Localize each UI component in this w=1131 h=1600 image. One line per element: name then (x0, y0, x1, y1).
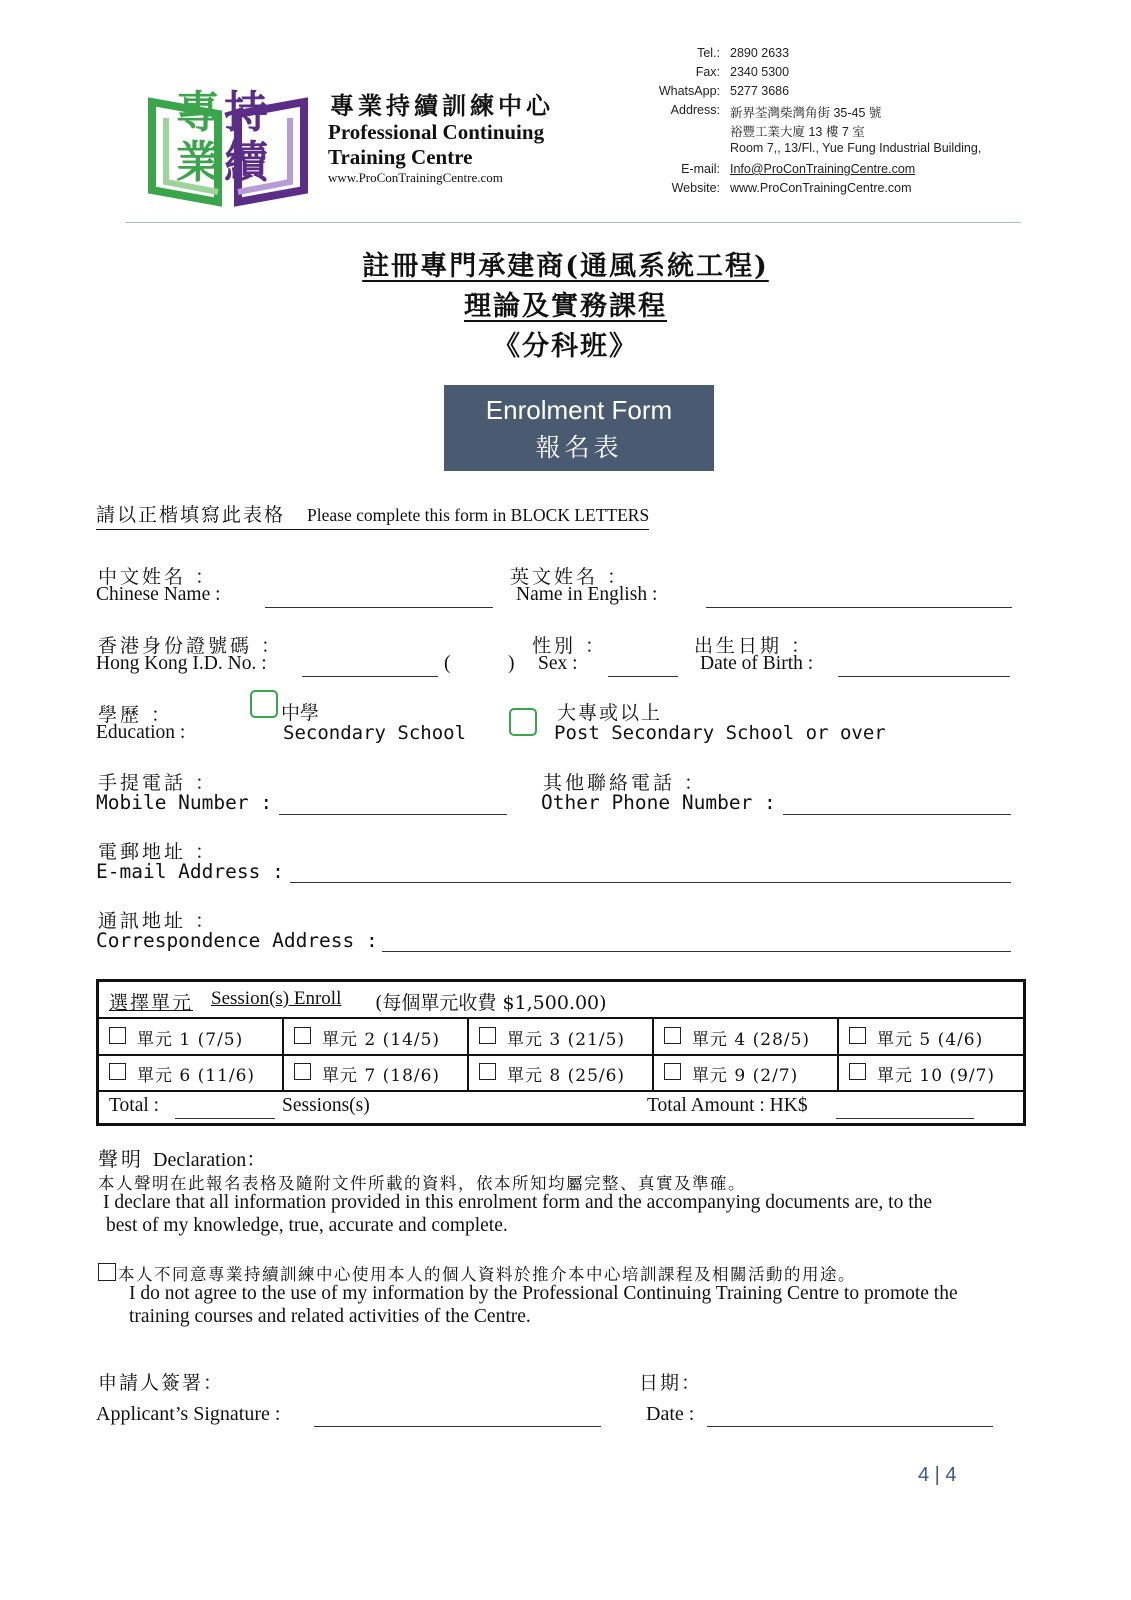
address-label: Address: (670, 103, 720, 117)
instruction (96, 500, 649, 530)
session-row-1 (99, 1018, 1023, 1056)
consent-text-cn: 本人不同意專業持續訓練中心使用本人的個人資料於推介本中心培訓課程及相關活動的用途。 (118, 1265, 856, 1284)
logo-char: 持 (224, 87, 268, 138)
header-divider (125, 222, 1021, 223)
dob-label: Date of Birth : (700, 653, 814, 674)
edu-option-1-cn: 中學 (281, 702, 320, 724)
declaration-text-en-1: I declare that all information provided in this enrolment form and the accompanying documents are, to the (103, 1192, 933, 1213)
course-title-line-3 (0, 324, 1131, 363)
course-title-3: 《分科班》 (493, 331, 638, 362)
session-cell[interactable] (469, 1054, 654, 1090)
session-checkbox[interactable] (294, 1063, 311, 1080)
signature-label: Applicant’s Signature : (96, 1403, 281, 1425)
edu-option-2-en: Post Secondary School or over (554, 722, 886, 744)
date-label-cn: 日期： (639, 1372, 703, 1394)
post-secondary-checkbox[interactable] (509, 708, 537, 736)
session-fee: (每個單元收費 $1,500.00) (375, 992, 607, 1014)
signature-label-cn: 申請人簽署： (98, 1372, 225, 1394)
hkid-label: Hong Kong I.D. No. : (96, 653, 267, 674)
dob-label-cn: 出生日期 ： (694, 635, 814, 657)
website-link[interactable]: www.ProConTrainingCentre.com (730, 181, 912, 195)
session-heading-cn: 選擇單元 (109, 992, 194, 1014)
address-line-2: 裕豐工業大廈 13 樓 7 室 (730, 125, 865, 139)
page-number: 4 | 4 (918, 1464, 957, 1486)
session-cell[interactable] (284, 1018, 469, 1054)
session-label: 單元 7 (18/6) (322, 1066, 441, 1086)
session-checkbox[interactable] (479, 1027, 496, 1044)
logo-char: 專 (176, 87, 220, 138)
declaration-text-cn: 本人聲明在此報名表格及隨附文件所載的資料，依本所知均屬完整、真實及準確。 (98, 1174, 746, 1193)
course-title-line-2 (0, 284, 1131, 323)
declaration-heading-en: Declaration： (153, 1149, 267, 1171)
session-cell[interactable] (839, 1054, 1023, 1090)
session-checkbox[interactable] (849, 1063, 866, 1080)
org-name-cn: 專業持續訓練中心 (330, 91, 554, 120)
fax-value: 2340 5300 (730, 65, 790, 79)
correspondence-address-label: Correspondence Address : (96, 929, 378, 952)
session-label: 單元 2 (14/5) (322, 1030, 441, 1050)
mobile-label-cn: 手提電話 ： (98, 772, 218, 794)
session-cell[interactable] (839, 1018, 1023, 1054)
session-table (96, 979, 1026, 1126)
session-cell[interactable] (654, 1054, 839, 1090)
course-title-line-1 (0, 244, 1131, 283)
consent-text-en-1: I do not agree to the use of my information by the Professional Continuing Training Centre to promote the (129, 1283, 958, 1304)
course-title-2: 理論及實務課程 (464, 291, 667, 322)
english-name-label-cn: 英文姓名 ： (510, 566, 630, 588)
email-label-cn: 電郵地址 ： (98, 841, 218, 863)
session-label: 單元 1 (7/5) (137, 1030, 244, 1050)
session-label: 單元 5 (4/6) (877, 1030, 984, 1050)
other-phone-label: Other Phone Number : (541, 791, 776, 814)
address-label-cn: 通訊地址 ： (98, 910, 218, 932)
instruction-en: Please complete this form in BLOCK LETTERS (307, 505, 650, 525)
other-phone-field[interactable] (783, 814, 1011, 815)
english-name-field[interactable] (706, 607, 1012, 608)
consent-text-en-2: training courses and related activities of the Centre. (129, 1306, 531, 1327)
education-label-cn: 學歷 ： (98, 704, 174, 726)
whatsapp-value: 5277 3686 (730, 84, 790, 98)
secondary-school-checkbox[interactable] (250, 690, 278, 718)
edu-option-1-en: Secondary School (283, 722, 467, 744)
sex-field[interactable] (608, 676, 678, 677)
course-title-1: 註冊專門承建商(通風系統工程) (362, 251, 769, 282)
logo (148, 70, 308, 210)
session-label: 單元 3 (21/5) (507, 1030, 626, 1050)
hkid-field[interactable] (302, 676, 438, 677)
session-checkbox[interactable] (664, 1027, 681, 1044)
session-checkbox[interactable] (109, 1063, 126, 1080)
session-checkbox[interactable] (849, 1027, 866, 1044)
session-label: 單元 10 (9/7) (877, 1066, 996, 1086)
chinese-name-label-cn: 中文姓名 ： (98, 566, 218, 588)
hkid-label-cn: 香港身份證號碼 ： (98, 635, 284, 657)
session-total-row (99, 1091, 1023, 1123)
address-line-1: 新界荃灣柴灣角街 35-45 號 (730, 106, 882, 120)
edu-option-2-cn: 大專或以上 (557, 702, 663, 724)
hkid-check-close: ) (508, 653, 515, 674)
email-link[interactable]: Info@ProConTrainingCentre.com (730, 162, 916, 176)
education-label: Education : (96, 722, 186, 743)
date-field[interactable] (707, 1426, 993, 1427)
hkid-check-open: ( (444, 653, 451, 674)
whatsapp-label: WhatsApp: (658, 84, 720, 98)
session-heading-en: Session(s) Enroll (211, 988, 342, 1009)
tel-label: Tel.: (697, 46, 720, 60)
session-label: 單元 9 (2/7) (692, 1066, 799, 1086)
tel-value: 2890 2633 (730, 46, 790, 60)
sex-label-cn: 性別 ： (532, 635, 608, 657)
logo-char: 業 (176, 137, 220, 188)
session-label: 單元 6 (11/6) (137, 1066, 256, 1086)
sex-label: Sex : (538, 653, 578, 674)
declaration-heading-cn: 聲明 (98, 1147, 144, 1171)
total-label: Total : (109, 1095, 160, 1116)
session-label: 單元 8 (25/6) (507, 1066, 626, 1086)
org-url[interactable]: www.ProConTrainingCentre.com (328, 170, 503, 185)
instruction-cn: 請以正楷填寫此表格 (96, 504, 286, 526)
logo-char: 續 (224, 137, 268, 188)
address-line-3: Room 7,, 13/Fl., Yue Fung Industrial Building, (730, 141, 982, 155)
session-cell[interactable] (284, 1054, 469, 1090)
session-cell[interactable] (99, 1054, 284, 1090)
email-label: E-mail: (681, 162, 720, 176)
session-row-2 (99, 1054, 1023, 1092)
other-phone-label-cn: 其他聯絡電話 ： (543, 772, 707, 794)
website-label: Website: (671, 181, 720, 195)
mobile-label: Mobile Number : (96, 791, 273, 814)
session-checkbox[interactable] (664, 1063, 681, 1080)
chinese-name-label: Chinese Name : (96, 584, 221, 605)
total-sessions-field[interactable] (175, 1118, 275, 1119)
session-cell[interactable] (654, 1018, 839, 1054)
session-cell[interactable] (469, 1018, 654, 1054)
correspondence-address-field[interactable] (382, 951, 1011, 952)
email-address-field[interactable] (290, 882, 1011, 883)
total-amount-field[interactable] (836, 1118, 974, 1119)
org-name-en-2: Training Centre (328, 145, 473, 169)
sessions-label: Sessions(s) (282, 1095, 370, 1116)
mobile-field[interactable] (279, 814, 507, 815)
fax-label: Fax: (695, 65, 720, 79)
enrolment-banner (444, 385, 714, 471)
contact-block (630, 46, 1050, 206)
email-address-label: E-mail Address : (96, 860, 284, 883)
chinese-name-field[interactable] (265, 607, 493, 608)
date-label: Date : (646, 1403, 695, 1425)
session-table-header (99, 982, 1023, 1019)
english-name-label: Name in English : (516, 584, 658, 605)
dob-field[interactable] (838, 676, 1010, 677)
session-checkbox[interactable] (294, 1027, 311, 1044)
session-cell[interactable] (99, 1018, 284, 1054)
signature-field[interactable] (314, 1426, 601, 1427)
total-amount-label: Total Amount : HK$ (647, 1095, 808, 1116)
declaration-heading (98, 1143, 266, 1172)
banner-title-en: Enrolment Form (485, 395, 673, 425)
session-checkbox[interactable] (109, 1027, 126, 1044)
declaration-text-en-2: best of my knowledge, true, accurate and complete. (106, 1215, 508, 1236)
banner-title-cn: 報名表 (535, 433, 623, 462)
consent-checkbox[interactable] (98, 1263, 116, 1281)
session-checkbox[interactable] (479, 1063, 496, 1080)
session-label: 單元 4 (28/5) (692, 1030, 811, 1050)
org-name-en-1: Professional Continuing (328, 120, 545, 144)
